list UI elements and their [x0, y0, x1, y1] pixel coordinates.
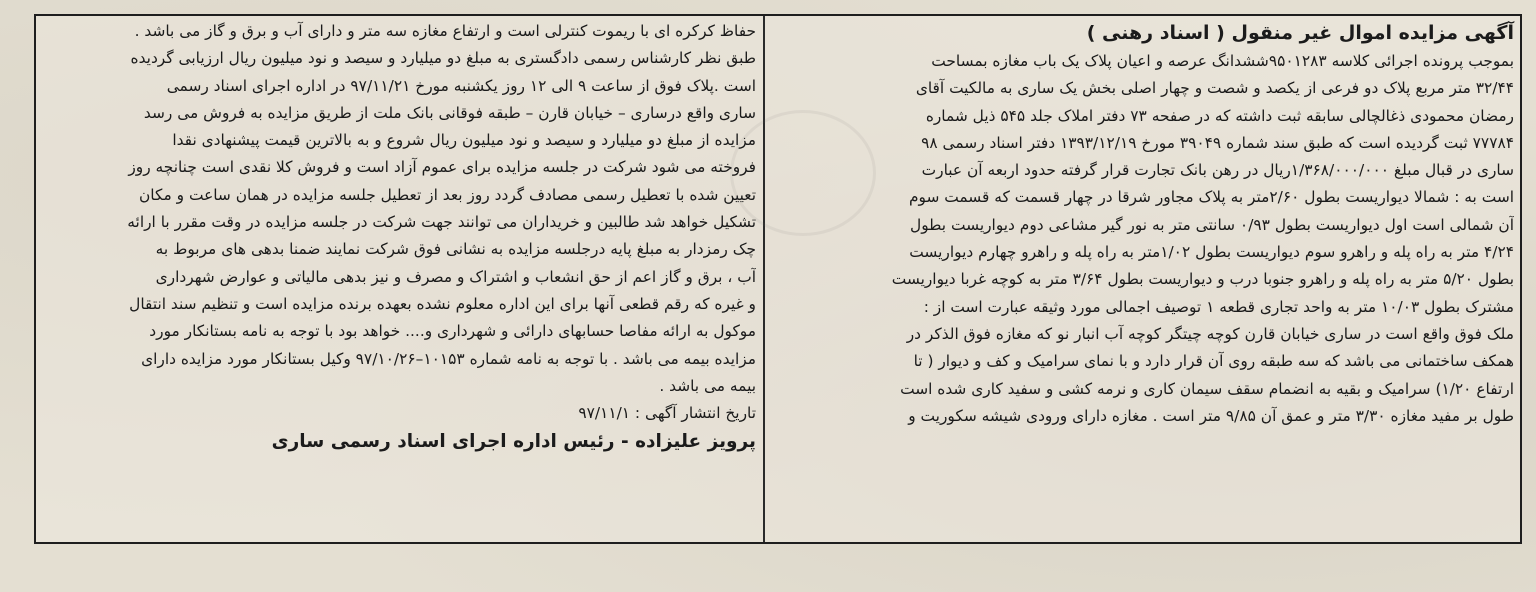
left-line: موکول به ارائه مفاصا حسابهای دارائی و شهرداری و.... خواهد بود با توجه به نامه بستانکار مورد — [149, 322, 756, 341]
signature: پرویز علیزاده - رئیس اداره اجرای اسناد رسمی ساری — [271, 431, 756, 453]
right-line: رمضان محمودی ذغالچالی سابقه ثبت داشته که در صفحه ۷۳ دفتر املاک جلد ۵۴۵ ذیل شماره — [925, 106, 1514, 125]
right-line: ملک فوق واقع است در ساری خیابان قارن کوچه چیتگر کوچه آب انبار نو که مغازه فوق الذکر در — [906, 324, 1514, 343]
right-line: مشترک بطول ۱۰/۰۳ متر به واحد تجاری قطعه ۱ توصیف اجمالی مورد وثیقه عبارت است از : — [923, 297, 1514, 316]
right-line: همکف ساختمانی می باشد که سه طبقه روی آن قرار دارد و با نمای سرامیک و کف و دیوار ( تا — [913, 352, 1514, 371]
column-divider — [763, 16, 765, 542]
right-line: طول بر مفید مغازه ۳/۳۰ متر و عمق آن ۹/۸۵ متر است . مغازه دارای ورودی شیشه سکوریت و — [908, 406, 1514, 425]
right-line: ۳۲/۴۴ متر مربع پلاک دو فرعی از یکصد و شصت و چهار اصلی بخش یک ساری به مالکیت آقای — [915, 79, 1514, 98]
left-line: طبق نظر کارشناس رسمی دادگستری به مبلغ دو میلیارد و سیصد و نود میلیون ریال ارزیابی گردیده — [130, 49, 756, 68]
right-line: ساری در قبال مبلغ ۱/۳۶۸/۰۰۰/۰۰۰ریال در رهن بانک تجارت قرار گرفته حدود اربعه آن عبارت — [921, 161, 1514, 180]
left-line: بیمه می باشد . — [659, 376, 756, 395]
right-line: ارتفاع ۱/۲۰) سرامیک و بقیه به انضمام سقف سیمان کاری و نرمه کشی و سفید کاری شده است — [900, 379, 1514, 398]
publication-date: تاریخ انتشار آگهی : ۹۷/۱۱/۱ — [578, 404, 756, 423]
left-line: مزایده از مبلغ دو میلیارد و سیصد و نود میلیون ریال شروع و به بالاترین قیمت پیشنهادی نقدا — [172, 131, 756, 150]
right-line: آن شمالی است اول دیواریست بطول ۰/۹۳ سانتی متر به نور گیر مشاعی دوم دیواریست بطول — [910, 215, 1514, 234]
left-line: تشکیل خواهد شد طالبین و خریداران می توانند جهت شرکت در جلسه مزایده در وقت مقرر با ارائه — [127, 213, 756, 232]
left-line: تعیین شده با تعطیل رسمی مصادف گردد روز بعد از تعطیل جلسه مزایده در همان ساعت و مکان — [139, 185, 756, 204]
left-line: و غیره که رقم قطعی آنها برای این اداره معلوم نشده بعهده برنده مزایده است و تنظیم سند انتقال — [129, 294, 756, 313]
right-line: ۴/۲۴ متر به راه پله و راهرو سوم دیواریست بطول ۱/۰۲متر به راه پله و راهرو چهارم دیواریست — [909, 243, 1514, 262]
notice-title: آگهی مزایده اموال غیر منقول ( اسناد رهنی ) — [1086, 22, 1514, 44]
left-line: ساری واقع درساری – خیابان قارن – طبقه فوقانی بانک ملت از طریق مزایده به فروش می رسد — [143, 103, 756, 122]
right-column — [776, 18, 1514, 430]
left-column — [40, 18, 756, 457]
right-line: ۷۷۷۸۴ ثبت گردیده است که طبق سند شماره ۳۹۰۴۹ مورخ ۱۳۹۳/۱۲/۱۹ دفتر اسناد رسمی ۹۸ — [921, 133, 1514, 152]
left-line: آب ، برق و گاز اعم از حق انشعاب و اشتراک و مصرف و نیز بدهی مالیاتی و عوارض شهرداری — [155, 267, 756, 286]
left-line: مزایده بیمه می باشد . با توجه به نامه شماره ۱۰۱۵۳–۹۷/۱۰/۲۶ وکیل بستانکار مورد مزایده دارای — [141, 349, 756, 368]
right-line: است به : شمالا دیواریست بطول ۲/۶۰متر به پلاک مجاور شرقا در چهار قسمت که قسمت سوم — [908, 188, 1514, 207]
left-line: حفاظ کرکره ای با ریموت کنترلی است و ارتفاع مغازه سه متر و دارای آب و برق و گاز می باشد . — [134, 22, 756, 40]
left-line: فروخته می شود شرکت در جلسه مزایده برای عموم آزاد است و فروش کلا نقدی است چنانچه روز — [128, 158, 756, 177]
right-line: بطول ۵/۲۰ متر به راه پله و راهرو جنوبا درب و دیواریست بطول ۳/۶۴ متر به کوچه غربا دیواریست — [891, 270, 1514, 289]
right-line: بموجب پرونده اجرائی کلاسه ۹۵۰۱۲۸۳ششدانگ عرصه و اعیان پلاک یک باب مغازه بمساحت — [931, 52, 1514, 70]
left-line: است .پلاک فوق از ساعت ۹ الی ۱۲ روز یکشنبه مورخ ۹۷/۱۱/۲۱ در اداره اجرای اسناد رسمی — [166, 76, 756, 95]
left-line: چک رمزدار به مبلغ پایه درجلسه مزایده به نشانی فوق شرکت نمایند ضمنا بدهی های مربوط به — [155, 240, 756, 259]
